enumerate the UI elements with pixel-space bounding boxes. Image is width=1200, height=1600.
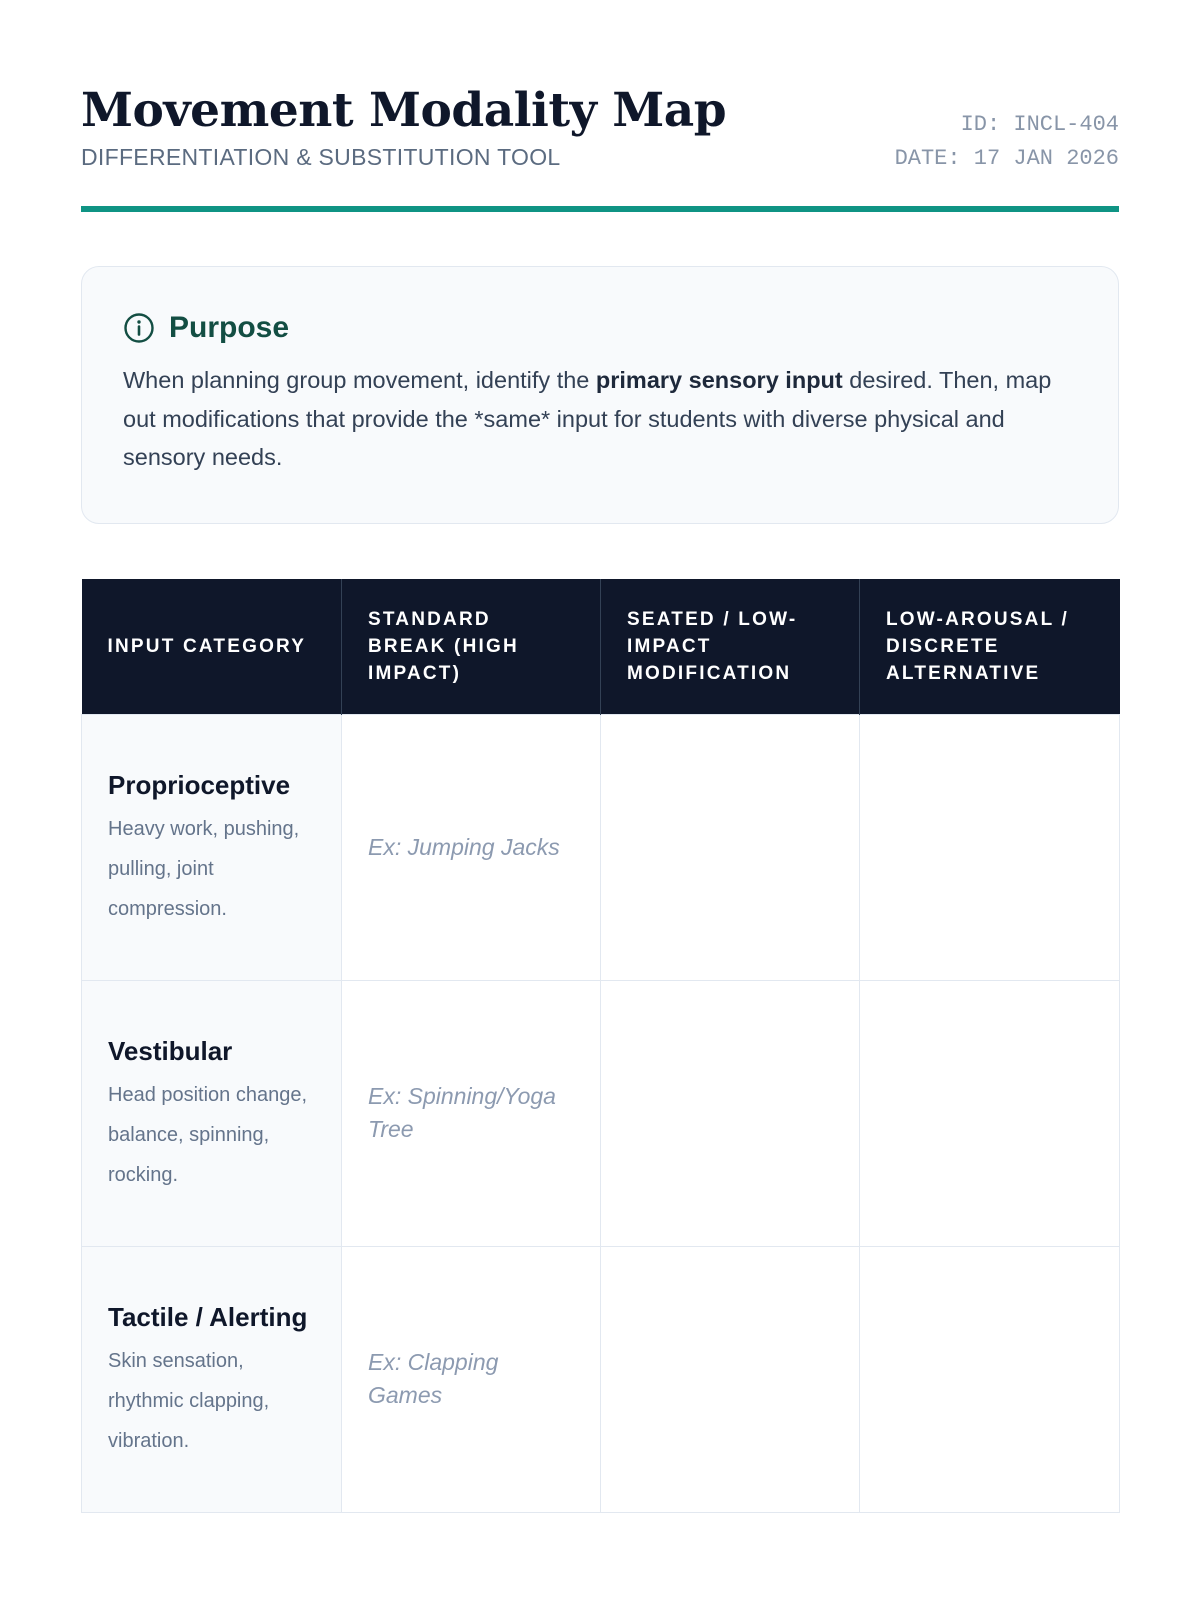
category-name: Vestibular — [108, 1036, 233, 1066]
example-text: Ex: Jumping Jacks — [368, 833, 560, 860]
purpose-title: Purpose — [169, 311, 290, 344]
page-title: Movement Modality Map — [81, 83, 727, 138]
seated-modification-cell[interactable] — [601, 980, 860, 1246]
table-row — [82, 980, 1120, 1246]
header — [81, 82, 1119, 212]
header-row — [82, 579, 1120, 714]
standard-break-cell[interactable] — [342, 1246, 601, 1512]
category-name: Tactile / Alerting — [108, 1302, 308, 1332]
purpose-text — [123, 361, 1077, 477]
document-id: ID: INCL-404 — [960, 112, 1119, 137]
category-description: Heavy work, pushing, pulling, joint compression. — [108, 818, 300, 920]
info-icon — [123, 312, 155, 344]
purpose-box — [81, 266, 1119, 524]
category-cell — [82, 980, 342, 1246]
document-date: DATE: 17 JAN 2026 — [894, 146, 1119, 171]
purpose-text-end: desired. Then, map out modifications that provide the *same* input for students with diverse physical and sensory needs. — [123, 367, 1052, 470]
example-text: Ex: Clapping Games — [368, 1349, 499, 1408]
seated-modification-cell[interactable] — [601, 714, 860, 980]
column-header-seated-modification: SEATED / LOW-IMPACT MODIFICATION — [601, 579, 860, 714]
column-header-discrete-alternative: LOW-AROUSAL / DISCRETE ALTERNATIVE — [860, 579, 1120, 714]
standard-break-cell[interactable] — [342, 980, 601, 1246]
category-name: Proprioceptive — [108, 770, 291, 800]
document-meta — [895, 108, 1119, 176]
category-cell — [82, 1246, 342, 1512]
purpose-text-start: When planning group movement, identify the — [123, 367, 596, 393]
purpose-header — [123, 311, 1077, 345]
page-subtitle: DIFFERENTIATION & SUBSTITUTION TOOL — [81, 144, 561, 170]
seated-modification-cell[interactable] — [601, 1246, 860, 1512]
column-header-standard-break: STANDARD BREAK (HIGH IMPACT) — [342, 579, 601, 714]
column-header-input-category: INPUT CATEGORY — [82, 579, 342, 714]
title-block — [81, 82, 726, 172]
table-row — [82, 714, 1120, 980]
discrete-alternative-cell[interactable] — [860, 1246, 1120, 1512]
category-cell — [82, 714, 342, 980]
modality-table — [81, 579, 1120, 1513]
table-row — [82, 1246, 1120, 1512]
discrete-alternative-cell[interactable] — [860, 980, 1120, 1246]
table-header — [82, 579, 1120, 714]
table-body — [82, 714, 1120, 1512]
category-description: Skin sensation, rhythmic clapping, vibration. — [108, 1350, 270, 1452]
discrete-alternative-cell[interactable] — [860, 714, 1120, 980]
category-description: Head position change, balance, spinning, rocking. — [108, 1084, 308, 1186]
standard-break-cell[interactable] — [342, 714, 601, 980]
purpose-text-emphasis: primary sensory input — [595, 367, 843, 393]
example-text: Ex: Spinning/Yoga Tree — [368, 1083, 556, 1142]
